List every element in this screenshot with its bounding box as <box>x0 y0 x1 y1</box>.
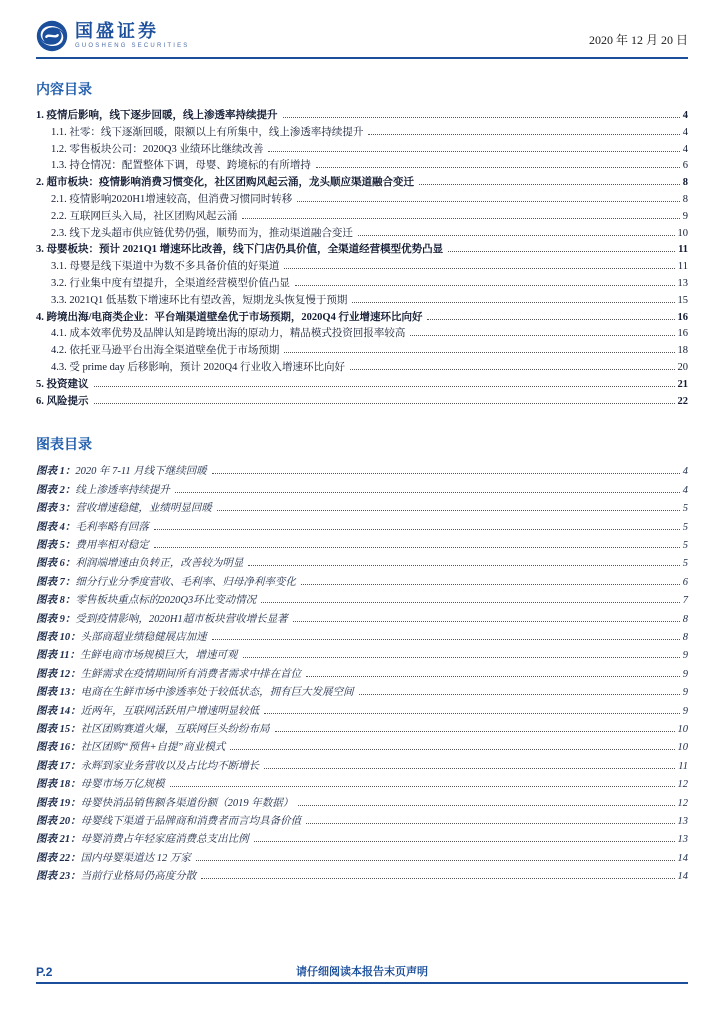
figure-entry-page: 10 <box>677 742 688 754</box>
dot-leader <box>306 676 680 677</box>
figure-entry-label: 当前行业格局仍高度分散 <box>80 871 197 883</box>
brand-block <box>36 20 189 52</box>
toc-entry-label: 1.1. 社零：线下逐渐回暖，限额以上有所集中，线上渗透率持续提升 <box>51 126 364 138</box>
figure-entry-page: 13 <box>677 834 688 846</box>
toc-entry-label: 6. 风险提示 <box>36 395 89 407</box>
figure-entry-number: 图表 17： <box>36 760 81 772</box>
figure-entry[interactable] <box>36 555 688 573</box>
figure-entry-number: 图表 15： <box>36 724 81 736</box>
toc-entry-label: 4. 跨境出海/电商类企业：平台端渠道壁垒优于市场预期，2020Q4 行业增速环比向好 <box>36 311 423 323</box>
dot-leader <box>94 403 675 404</box>
dot-leader <box>275 731 675 732</box>
toc-entry[interactable] <box>36 259 688 276</box>
figure-entry[interactable] <box>36 703 688 721</box>
figure-entry-page: 5 <box>682 521 688 533</box>
toc-entry-page: 8 <box>682 193 688 205</box>
figure-entry-label: 近两年，互联网活跃用户增速明显较低 <box>80 705 260 717</box>
dot-leader <box>283 117 680 118</box>
figure-entry[interactable] <box>36 611 688 629</box>
toc-entry-label: 1. 疫情后影响，线下逐步回暖，线上渗透率持续提升 <box>36 110 278 121</box>
toc-entry[interactable] <box>36 326 688 343</box>
dot-leader <box>170 786 675 787</box>
figure-entry[interactable] <box>36 519 688 537</box>
figure-entry-label: 永辉到家业务营收以及占比均不断增长 <box>80 760 260 772</box>
dot-leader <box>261 602 680 603</box>
figure-entry[interactable] <box>36 758 688 776</box>
toc-entry-label: 4.2. 依托亚马逊平台出海全渠道壁垒优于市场预期 <box>51 345 280 357</box>
toc-entry-page: 9 <box>682 210 688 222</box>
figure-entry[interactable] <box>36 647 688 665</box>
figure-entry-number: 图表 18： <box>36 779 81 791</box>
figure-entry-label: 2020 年 7-11 月线下继续回暖 <box>75 466 207 478</box>
dot-leader <box>268 151 679 152</box>
figure-entry[interactable] <box>36 795 688 813</box>
figure-entry-label: 零售板块重点标的2020Q3环比变动情况 <box>75 595 257 607</box>
toc-entry-label: 3.1. 母婴是线下渠道中为数不多具备价值的好渠道 <box>51 261 280 273</box>
dot-leader <box>359 694 680 695</box>
figure-entry[interactable] <box>36 868 688 886</box>
footer-page-number: P.2 <box>36 965 53 979</box>
toc-entry-page: 8 <box>682 177 688 189</box>
figure-entry-number: 图表 6： <box>36 558 76 570</box>
toc-entry-label: 4.3. 受 prime day 后移影响，预计 2020Q4 行业收入增速环比向好 <box>51 361 345 373</box>
toc-entry-page: 16 <box>677 311 688 323</box>
toc-entry-label: 1.3. 持仓情况：配置整体下调，母婴、跨境标的有所增持 <box>51 160 311 172</box>
figure-entry-page: 5 <box>682 503 688 515</box>
figure-entry[interactable] <box>36 537 688 555</box>
toc-entry-label: 2.2. 互联网巨头入局，社区团购风起云涌 <box>51 210 238 222</box>
dot-leader <box>297 201 680 202</box>
dot-leader <box>295 285 675 286</box>
toc-entry-label: 1.2. 零售板块公司：2020Q3 业绩环比继续改善 <box>51 143 264 155</box>
figure-entry[interactable] <box>36 500 688 518</box>
figure-entry-number: 图表 1： <box>36 466 76 478</box>
figure-entry-page: 9 <box>682 705 688 717</box>
toc-entry[interactable] <box>36 226 688 243</box>
figure-entry-label: 细分行业分季度营收、毛利率、归母净利率变化 <box>75 576 296 588</box>
dot-leader <box>301 584 680 585</box>
dot-leader <box>306 823 674 824</box>
toc-entry-page: 21 <box>677 378 688 390</box>
dot-leader <box>293 621 680 622</box>
toc-entry-page: 10 <box>677 227 688 239</box>
toc-list <box>36 108 688 410</box>
toc-entry[interactable] <box>36 192 688 209</box>
toc-entry-page: 4 <box>682 143 688 155</box>
figure-entry-label: 头部商超业绩稳健展店加速 <box>80 632 207 643</box>
figure-entry-label: 生鲜电商市场规模巨大，增速可观 <box>80 650 238 662</box>
figure-entry-page: 10 <box>677 724 688 736</box>
toc-entry[interactable] <box>36 377 688 394</box>
figure-entry[interactable] <box>36 463 688 481</box>
figure-entry-number: 图表 5： <box>36 539 76 551</box>
toc-entry-label: 4.1. 成本效率优势及品牌认知是跨境出海的原动力，精品模式投资回报率较高 <box>51 328 406 340</box>
figure-entry-page: 12 <box>677 797 688 809</box>
figure-entry-number: 图表 3： <box>36 503 76 515</box>
figure-entry-number: 图表 13： <box>36 687 81 699</box>
figure-entry-label: 母婴线下渠道于品牌商和消费者而言均具备价值 <box>80 816 302 828</box>
figure-entry[interactable] <box>36 684 688 702</box>
dot-leader <box>350 369 675 370</box>
dot-leader <box>316 167 680 168</box>
dot-leader <box>242 218 679 219</box>
toc-entry-page: 4 <box>682 110 688 121</box>
figure-entry-page: 9 <box>682 668 688 680</box>
toc-entry[interactable] <box>36 175 688 192</box>
report-footer <box>36 965 688 984</box>
footer-disclaimer: 请仔细阅读本报告末页声明 <box>296 966 428 978</box>
figure-entry-number: 图表 8： <box>36 595 76 607</box>
figure-entry-page: 9 <box>682 650 688 662</box>
figure-entry-number: 图表 14： <box>36 705 81 717</box>
toc-entry-label: 2. 超市板块：疫情影响消费习惯变化，社区团购风起云涌，龙头顺应渠道融合变迁 <box>36 177 414 189</box>
dot-leader <box>264 713 680 714</box>
figures-title: 图表目录 <box>36 436 92 453</box>
figure-entry-label: 国内母婴渠道达 12 万家 <box>80 852 191 864</box>
dot-leader <box>154 547 680 548</box>
dot-leader <box>284 352 674 353</box>
figure-entry-label: 社区团购“预售+自提”商业模式 <box>80 742 226 754</box>
figure-entry-label: 毛利率略有回落 <box>75 521 149 533</box>
figure-entry-label: 利润端增速由负转正，改善较为明显 <box>75 558 244 570</box>
figure-entry-number: 图表 19： <box>36 797 81 809</box>
dot-leader <box>254 841 675 842</box>
dot-leader <box>196 860 675 861</box>
figure-entry-page: 5 <box>682 558 688 570</box>
toc-entry[interactable] <box>36 142 688 159</box>
figure-entry-number: 图表 4： <box>36 521 76 533</box>
brand-name-en: GUOSHENG SECURITIES <box>75 43 190 50</box>
figure-entry-page: 5 <box>682 539 688 551</box>
figure-entry-number: 图表 10： <box>36 632 81 643</box>
figure-entry[interactable] <box>36 739 688 757</box>
toc-entry-label: 3.2. 行业集中度有望提升，全渠道经营模型价值凸显 <box>51 277 290 289</box>
toc-entry[interactable] <box>36 108 688 125</box>
figure-entry[interactable] <box>36 666 688 684</box>
dot-leader <box>368 134 679 135</box>
toc-entry-label: 3.3. 2021Q1 低基数下增速环比有望改善，短期龙头恢复慢于预期 <box>51 294 348 306</box>
figure-entry-label: 社区团购赛道火爆，互联网巨头纷纷布局 <box>80 724 270 736</box>
dot-leader <box>264 768 675 769</box>
figure-entry-number: 图表 20： <box>36 816 81 828</box>
toc-entry-page: 11 <box>678 244 688 256</box>
toc-entry-page: 16 <box>677 328 688 340</box>
figure-entry-number: 图表 16： <box>36 742 81 754</box>
figure-entry-number: 图表 11： <box>36 650 81 662</box>
figure-entry[interactable] <box>36 592 688 610</box>
brand-text <box>75 22 189 49</box>
figure-entry-label: 生鲜需求在疫情期间所有消费者需求中排在首位 <box>80 668 302 680</box>
toc-entry-label: 2.1. 疫情影响2020H1增速较高，但消费习惯同时转移 <box>51 193 293 205</box>
toc-entry[interactable] <box>36 209 688 226</box>
figure-entry-number: 图表 23： <box>36 871 81 883</box>
figure-entry-page: 4 <box>682 466 688 478</box>
toc-entry[interactable] <box>36 360 688 377</box>
figure-entry-number: 图表 21： <box>36 834 81 846</box>
figure-entry[interactable] <box>36 482 688 500</box>
dot-leader <box>243 657 680 658</box>
figure-entry-page: 8 <box>682 613 688 625</box>
toc-entry-page: 18 <box>677 345 688 357</box>
figure-entry-page: 7 <box>682 595 688 607</box>
figure-entry[interactable] <box>36 776 688 794</box>
toc-entry[interactable] <box>36 125 688 142</box>
figure-entry-page: 8 <box>682 632 688 643</box>
figure-entry-page: 6 <box>682 576 688 588</box>
figure-entry-number: 图表 9： <box>36 613 76 625</box>
figure-entry-label: 费用率相对稳定 <box>75 539 149 551</box>
report-date: 2020 年 12 月 20 日 <box>588 33 688 47</box>
figure-entry[interactable] <box>36 831 688 849</box>
toc-entry[interactable] <box>36 310 688 327</box>
dot-leader <box>358 235 675 236</box>
toc-entry-page: 13 <box>677 277 688 289</box>
figure-entry-label: 线上渗透率持续提升 <box>75 484 170 496</box>
dot-leader <box>448 251 675 252</box>
dot-leader <box>94 386 675 387</box>
figure-entry-page: 14 <box>677 871 688 883</box>
dot-leader <box>410 335 674 336</box>
dot-leader <box>212 639 680 640</box>
figure-entry-label: 电商在生鲜市场中渗透率处于较低状态，拥有巨大发展空间 <box>80 687 354 699</box>
figure-entry-page: 11 <box>678 760 688 772</box>
header-divider <box>36 57 688 59</box>
figure-entry-number: 图表 7： <box>36 576 76 588</box>
figure-entry-page: 14 <box>677 852 688 864</box>
figure-entry[interactable] <box>36 574 688 592</box>
dot-leader <box>154 529 680 530</box>
figure-entry[interactable] <box>36 721 688 739</box>
figure-entry-label: 母婴市场万亿规模 <box>80 779 165 791</box>
page-content <box>0 79 724 887</box>
figure-entry[interactable] <box>36 813 688 831</box>
figures-list <box>36 463 688 886</box>
toc-entry-page: 11 <box>677 261 688 273</box>
figure-entry-label: 营收增速稳健，业绩明显回暖 <box>75 503 212 515</box>
toc-entry[interactable] <box>36 293 688 310</box>
figure-entry-number: 图表 12： <box>36 668 81 680</box>
dot-leader <box>352 302 674 303</box>
toc-entry[interactable] <box>36 158 688 175</box>
report-header <box>0 0 724 52</box>
figure-entry[interactable] <box>36 629 688 647</box>
dot-leader <box>298 805 674 806</box>
dot-leader <box>201 878 674 879</box>
dot-leader <box>217 510 680 511</box>
figure-entry-number: 图表 22： <box>36 852 81 864</box>
guosheng-logo-icon <box>36 20 68 52</box>
toc-entry[interactable] <box>36 343 688 360</box>
figure-entry-page: 4 <box>682 484 688 496</box>
toc-entry[interactable] <box>36 276 688 293</box>
figure-entry-page: 13 <box>677 816 688 828</box>
toc-entry-label: 3. 母婴板块：预计 2021Q1 增速环比改善，线下门店仍具价值，全渠道经营模型优势凸显 <box>36 244 444 256</box>
toc-entry-page: 15 <box>677 294 688 306</box>
figure-entry-number: 图表 2： <box>36 484 76 496</box>
dot-leader <box>284 268 675 269</box>
toc-entry-label: 2.3. 线下龙头超市供应链优势仍强，顺势而为，推动渠道融合变迁 <box>51 227 353 239</box>
toc-entry-page: 20 <box>677 361 688 373</box>
figure-entry-page: 12 <box>677 779 688 791</box>
toc-entry-page: 22 <box>677 395 688 407</box>
figure-entry-label: 受到疫情影响，2020H1超市板块营收增长显著 <box>75 613 288 625</box>
figure-entry-page: 9 <box>682 687 688 699</box>
toc-entry-page: 6 <box>682 160 688 172</box>
figure-entry[interactable] <box>36 850 688 868</box>
toc-entry-label: 5. 投资建议 <box>36 378 89 390</box>
dot-leader <box>427 319 674 320</box>
dot-leader <box>230 749 674 750</box>
toc-title: 内容目录 <box>36 81 92 97</box>
dot-leader <box>248 565 679 566</box>
figure-entry-label: 母婴消费占年轻家庭消费总支出比例 <box>80 834 249 846</box>
figure-entry-label: 母婴快消品销售额各渠道份额（2019 年数据） <box>80 797 294 809</box>
toc-entry[interactable] <box>36 242 688 259</box>
brand-name: 国盛证券 <box>75 21 159 42</box>
dot-leader <box>212 473 680 474</box>
dot-leader <box>419 184 680 185</box>
toc-entry-page: 4 <box>682 126 688 138</box>
dot-leader <box>175 492 680 493</box>
toc-entry[interactable] <box>36 394 688 411</box>
